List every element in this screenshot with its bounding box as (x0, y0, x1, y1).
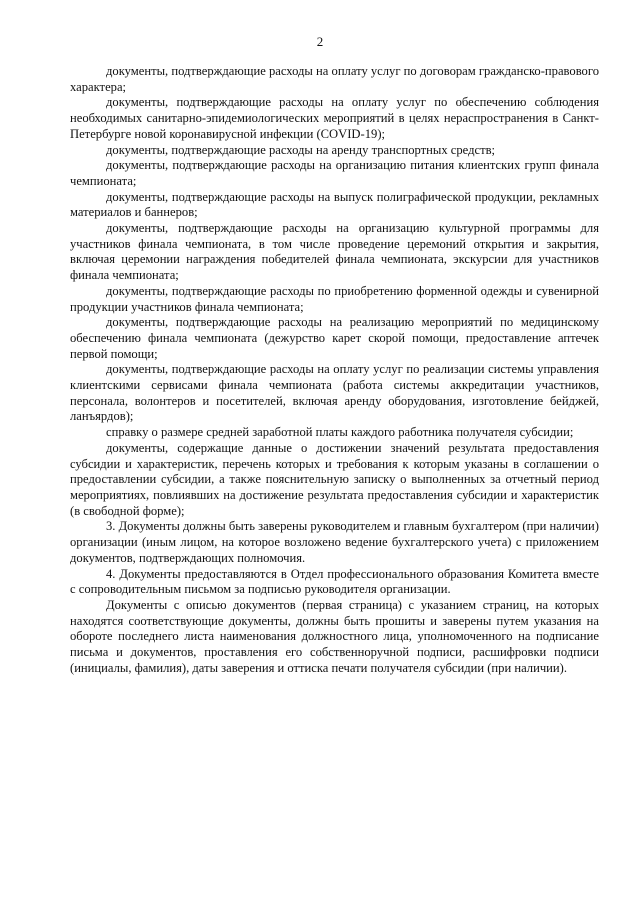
paragraph: документы, подтверждающие расходы по приобретению форменной одежды и сувенирной продукции участников финала чемпионата; (70, 283, 599, 314)
paragraph: справку о размере средней заработной платы каждого работника получателя субсидии; (106, 425, 574, 440)
paragraph: документы, подтверждающие расходы на оплату услуг по реализации системы управления клиентскими сервисами финала чемпионата (работа системы аккредитации участников, персонала, волонтеров и посетителей, включая аренду оборудования, изготовление бейджей, ланъярдов); (70, 362, 599, 424)
paragraph: документы, подтверждающие расходы на организацию питания клиентских групп финала чемпионата; (70, 158, 599, 188)
paragraph: документы, подтверждающие расходы на аренду транспортных средств; (106, 142, 496, 157)
paragraph: Документы с описью документов (первая страница) с указанием страниц, на которых находятся соответствующие документы, должны быть прошиты и заверены путем указания на обороте последнего листа наименования должностного лица, уполномоченного на подписание письма и документов, проставления его собственноручной подписи, расшифровки подписи (инициалы, фамилия), даты заверения и оттиска печати получателя субсидии (при наличии). (70, 597, 599, 675)
paragraph: документы, подтверждающие расходы на оплату услуг по договорам гражданско-правового характера; (70, 64, 600, 94)
paragraph: документы, подтверждающие расходы на реализацию мероприятий по медицинскому обеспечению финала чемпионата (дежурство карет скорой помощи, предоставление аптечек первой помощи; (70, 315, 599, 361)
page-number: 2 (316, 34, 324, 49)
paragraph: документы, подтверждающие расходы на организацию культурной программы для участников финала чемпионата, в том числе проведение церемоний открытия и закрытия, включая церемонии награждения победителей финала чемпионата, экскурсии для участников финала чемпионата; (70, 221, 599, 283)
paragraph: 4. Документы предоставляются в Отдел профессионального образования Комитета вместе с сопроводительным письмом за подписью руководителя организации. (70, 566, 599, 597)
paragraph: 3. Документы должны быть заверены руководителем и главным бухгалтером (при наличии) организации (иным лицом, на которое возложено ведение бухгалтерского учета) с приложением документов, подтверждающих полномочия. (70, 519, 599, 565)
paragraph: документы, подтверждающие расходы на оплату услуг по обеспечению соблюдения необходимых санитарно-эпидемиологических мероприятий в целях нераспространения в Санкт-Петербурге новой коронавирусной инфекции (COVID-19); (70, 95, 599, 141)
paragraph: документы, содержащие данные о достижении значений результата предоставления субсидии и характеристик, перечень которых и требования к которым указаны в соглашении о предоставлении субсидии, а также пояснительную записку о выполненных за отчетный период мероприятиях, повлиявших на достижение результата предоставления субсидии и характеристик (в свободной форме); (70, 440, 599, 518)
document-body (70, 64, 599, 676)
paragraph: документы, подтверждающие расходы на выпуск полиграфической продукции, рекламных материалов и баннеров; (70, 189, 599, 220)
